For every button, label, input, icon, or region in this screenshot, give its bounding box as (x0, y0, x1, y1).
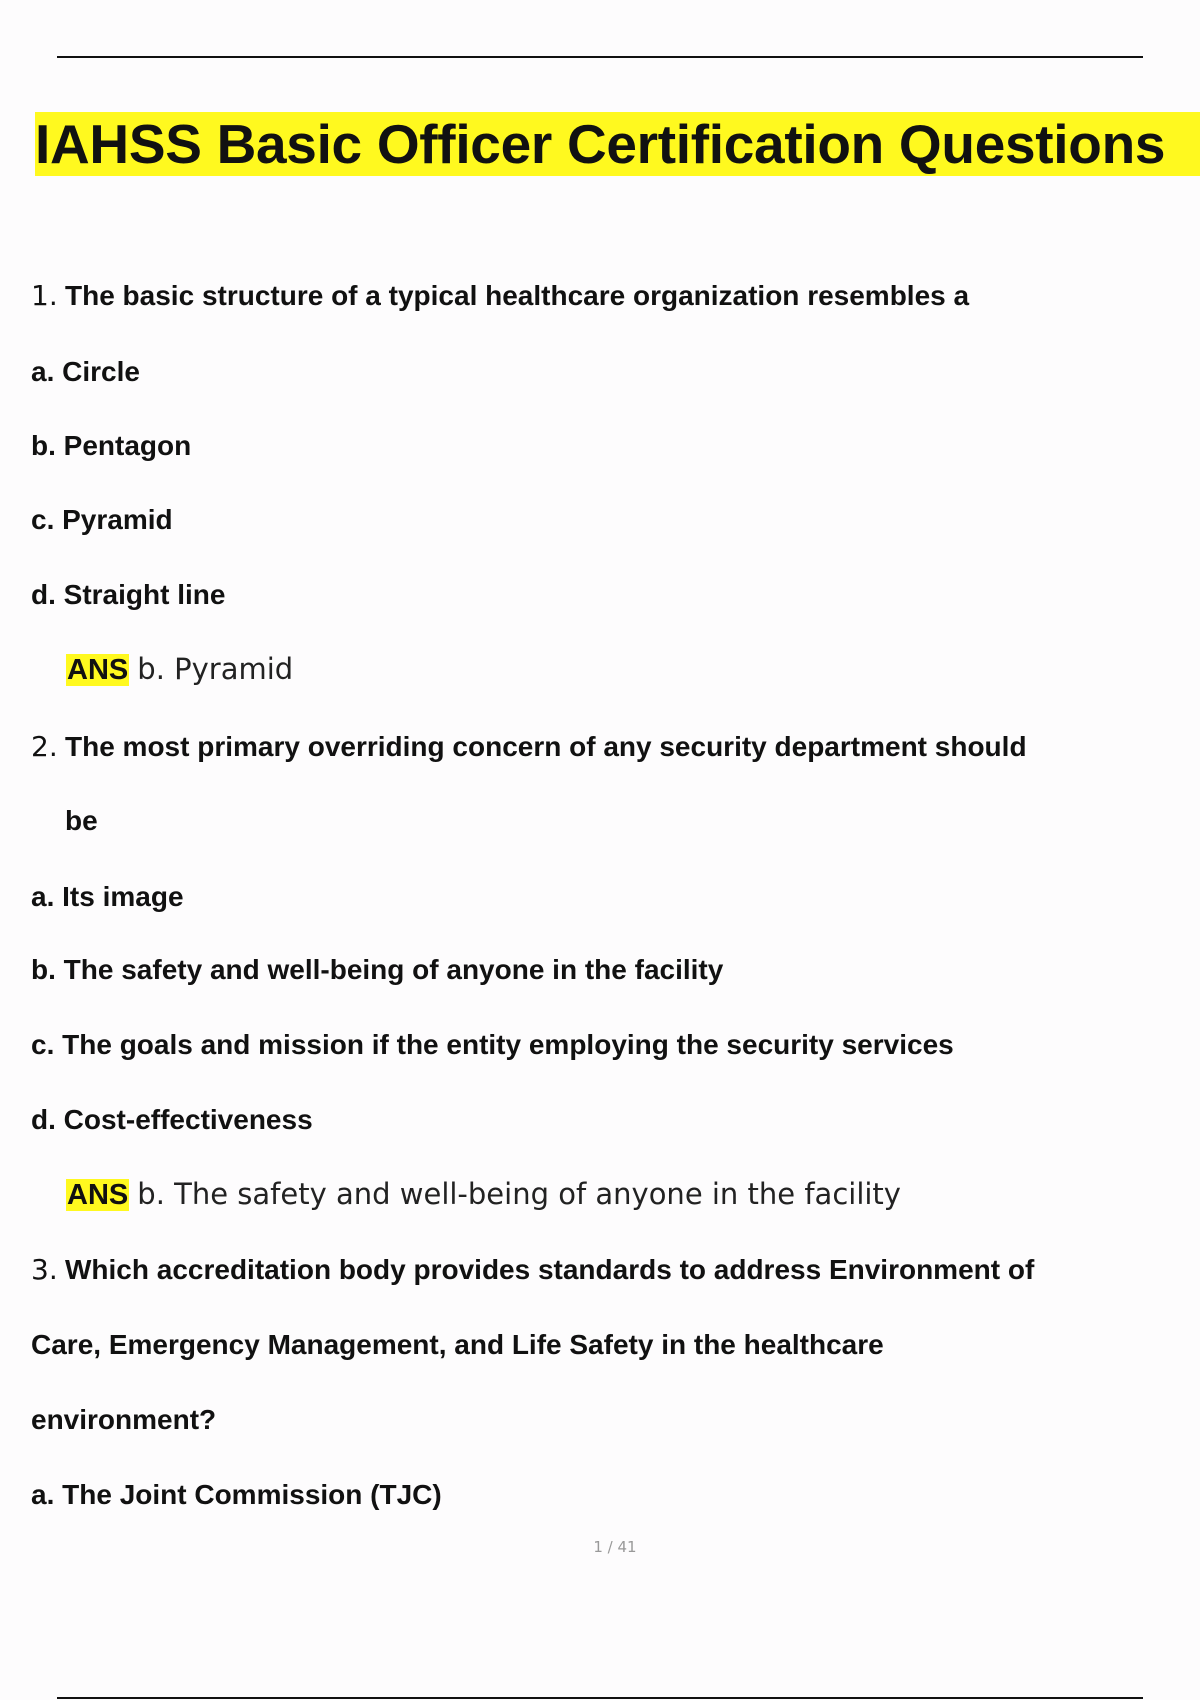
question-text: The most primary overriding concern of any security department should (65, 731, 1027, 762)
answer-label: ANS (67, 654, 129, 686)
question-text: Which accreditation body provides standards to address Environment of (65, 1254, 1035, 1285)
title-highlight (35, 112, 1200, 176)
answer-2 (66, 1176, 901, 1213)
question-2 (31, 729, 1027, 765)
question-number: 2. (31, 730, 58, 763)
top-rule (57, 56, 1143, 58)
option: a. Circle (31, 356, 140, 387)
question-3 (31, 1252, 1034, 1288)
option: d. Straight line (31, 579, 226, 610)
answer-text: b. The safety and well-being of anyone in the facility (137, 1177, 901, 1211)
option: a. The Joint Commission (TJC) (31, 1479, 442, 1510)
question-number: 3. (31, 1253, 58, 1286)
answer-label: ANS (67, 1179, 129, 1211)
bottom-rule (57, 1697, 1143, 1699)
option: c. The goals and mission if the entity employing the security services (31, 1029, 954, 1060)
question-number: 1. (31, 279, 58, 312)
option: d. Cost-effectiveness (31, 1104, 313, 1135)
option: c. Pyramid (31, 504, 173, 535)
answer-1 (66, 651, 293, 688)
question-text-cont: be (65, 805, 98, 836)
page-indicator: 1 / 41 (593, 1538, 637, 1556)
option: b. Pentagon (31, 430, 192, 461)
question-1 (31, 278, 969, 314)
question-text-cont: Care, Emergency Management, and Life Safety in the healthcare (31, 1329, 884, 1360)
answer-text: b. Pyramid (137, 652, 294, 686)
option: a. Its image (31, 881, 184, 912)
option: b. The safety and well-being of anyone in the facility (31, 954, 724, 985)
question-text: The basic structure of a typical healthcare organization resembles a (65, 280, 970, 311)
question-text-cont: environment? (31, 1404, 217, 1435)
page-title: IAHSS Basic Officer Certification Questions (35, 113, 1166, 175)
